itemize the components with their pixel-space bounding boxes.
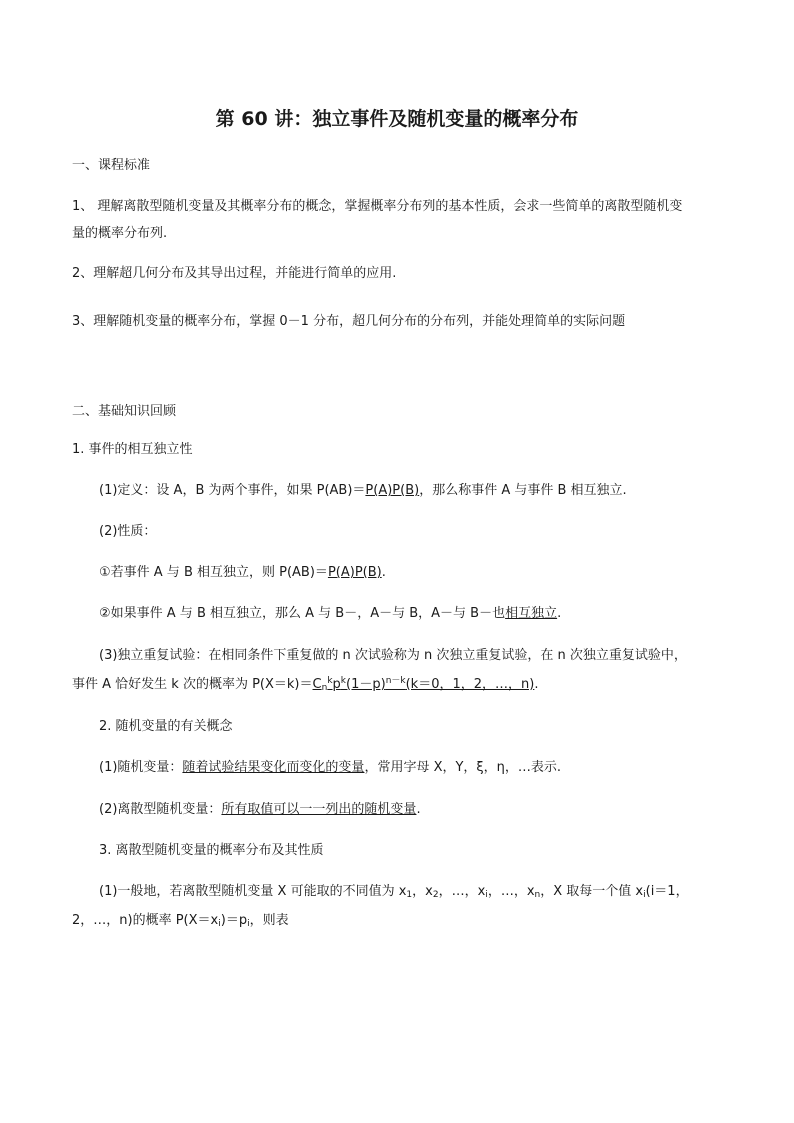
subsection-heading-1: 1. 事件的相互独立性 (72, 442, 193, 457)
binomial-p: p (332, 677, 341, 692)
property-2 (99, 605, 561, 623)
binomial-q-sup: n－k (385, 676, 406, 686)
section-heading-1: 一、课程标准 (72, 158, 151, 173)
discrete-variable-answer: 所有取值可以一一列出的随机变量 (221, 802, 417, 817)
distribution-table-text: ，则表 (249, 913, 289, 928)
independent-trials-text: 事件 A 恰好发生 k 次的概率为 P(X＝k)＝ (72, 677, 313, 692)
standard-item-1-line-2: 量的概率分布列. (72, 226, 168, 241)
property-2-end: . (557, 606, 562, 621)
distribution-comma-3: ，…，x (487, 884, 535, 899)
property-1-end: . (381, 565, 386, 580)
standard-item-3: 3、理解随机变量的概率分布，掌握 0－1 分布，超几何分布的分布列，并能处理简单的实际问题 (72, 314, 626, 329)
distribution-line-1 (99, 883, 689, 901)
xi-sub: i (485, 890, 488, 900)
definition-line (99, 482, 627, 500)
discrete-variable-line (99, 801, 421, 819)
distribution-equals: )＝p (220, 913, 248, 928)
xi-sub-3: i (218, 919, 221, 929)
x2-sub: 2 (432, 890, 439, 900)
definition-text: (1)定义：设 A，B 为两个事件，如果 P(AB)＝ (99, 483, 366, 498)
random-variable-text: (1)随机变量： (99, 760, 183, 775)
distribution-prob-text: 2，…，n)的概率 P(X＝x (72, 913, 219, 928)
discrete-variable-text: (2)离散型随机变量： (99, 802, 222, 817)
definition-text-end: ，那么称事件 A 与事件 B 相互独立. (419, 483, 627, 498)
binomial-q: (1－p) (346, 677, 386, 692)
binomial-c-sub: n (321, 683, 328, 693)
subsection-heading-2: 2. 随机变量的有关概念 (99, 719, 233, 734)
independent-trials-line-2 (72, 676, 538, 694)
standard-item-2: 2、理解超几何分布及其导出过程，并能进行简单的应用. (72, 266, 397, 281)
definition-answer: P(A)P(B) (365, 483, 420, 498)
binomial-c: C (312, 677, 322, 692)
property-2-answer: 相互独立 (505, 606, 558, 621)
section-heading-2: 二、基础知识回顾 (72, 404, 177, 419)
binomial-formula (313, 677, 535, 692)
distribution-text: (1)一般地，若离散型随机变量 X 可能取的不同值为 x (99, 884, 407, 899)
distribution-index: (i＝1， (645, 884, 689, 899)
binomial-c-sup: k (327, 676, 333, 686)
property-1-text: ①若事件 A 与 B 相互独立，则 P(AB)＝ (99, 565, 328, 580)
random-variable-answer: 随着试验结果变化而变化的变量 (182, 760, 365, 775)
pi-sub: i (247, 919, 250, 929)
xi-sub-2: i (643, 890, 646, 900)
independent-trials-end: . (534, 677, 539, 692)
subsection-heading-3: 3. 离散型随机变量的概率分布及其性质 (99, 843, 324, 858)
random-variable-line (99, 759, 561, 777)
distribution-comma-2: ，…，x (438, 884, 486, 899)
xn-sub: n (534, 890, 541, 900)
property-1-answer: P(A)P(B) (327, 565, 382, 580)
binomial-range: (k＝0，1，2，…，n) (405, 677, 535, 692)
binomial-p-sup: k (340, 676, 347, 686)
distribution-comma-1: ，x (412, 884, 433, 899)
x1-sub: 1 (406, 890, 413, 900)
standard-item-1-line-1: 1、 理解离散型随机变量及其概率分布的概念，掌握概率分布列的基本性质，会求一些简单的离散型随机变 (72, 199, 683, 214)
property-heading: (2)性质： (99, 524, 157, 539)
independent-trials-line-1: (3)独立重复试验：在相同条件下重复做的 n 次试验称为 n 次独立重复试验，在 n 次独立重复试验中， (99, 648, 687, 663)
distribution-line-2 (72, 912, 289, 930)
distribution-each-value: ，X 取每一个值 x (540, 884, 644, 899)
page-title: 第 60 讲：独立事件及随机变量的概率分布 (215, 108, 579, 130)
property-1 (99, 564, 386, 582)
random-variable-end: ，常用字母 X，Y，ξ，η，…表示. (364, 760, 562, 775)
discrete-variable-end: . (416, 802, 421, 817)
property-2-text: ②如果事件 A 与 B 相互独立，那么 A 与 B－，A－与 B，A－与 B－也 (99, 606, 506, 621)
